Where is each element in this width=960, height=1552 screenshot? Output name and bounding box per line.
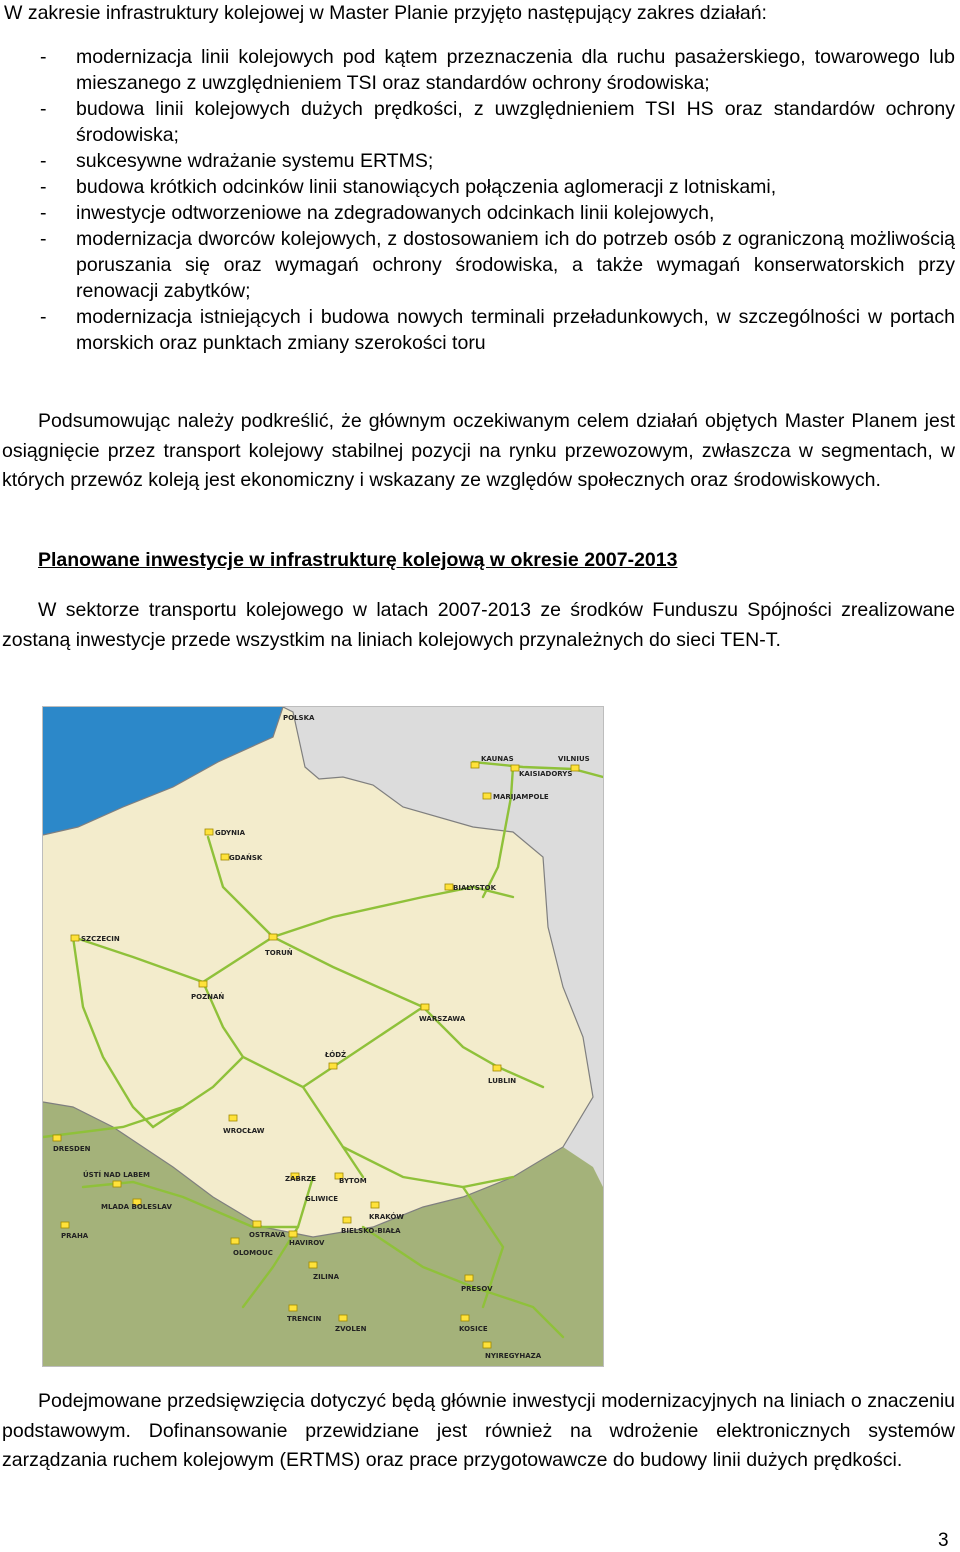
city-marker [483,1342,491,1348]
city-label: GDYNIA [215,829,245,837]
city-label: NYIREGYHAZA [485,1352,542,1360]
city-marker [343,1217,351,1223]
list-item: - budowa krótkich odcinków linii stanowiących połączenia aglomeracji z lotniskami, [40,174,955,200]
city-label: VILNIUS [558,755,590,763]
city-label: ÚSTÍ NAD LABEM [83,1171,151,1179]
city-label: ZILINA [313,1273,340,1281]
sector-text: W sektorze transportu kolejowego w latach 2007-2013 ze środków Funduszu Spójności zrealizowane zostaną inwestycje przede wszystkim na liniach kolejowych przynależnych do sieci TEN-T. [2,599,955,651]
city-label: OLOMOUC [233,1249,273,1257]
city-marker [53,1135,61,1141]
city-label: ZVOLEN [335,1325,367,1333]
city-label: TRENCIN [287,1315,322,1323]
list-item: - sukcesywne wdrażanie systemu ERTMS; [40,148,955,174]
city-label: MLADA BOLESLAV [101,1203,172,1211]
city-label: KAISIADORYS [519,770,573,778]
city-label: KRAKÓW [369,1213,405,1221]
city-label: WARSZAWA [419,1015,466,1023]
city-label: BYTOM [339,1177,367,1185]
city-label: ŁÓDŹ [325,1051,347,1059]
rail-network-map [42,706,604,1367]
city-label: BIAŁYSTOK [453,884,497,892]
intro-line: W zakresie infrastruktury kolejowej w Master Planie przyjęto następujący zakres działań: [4,2,767,24]
city-marker [309,1262,317,1268]
city-marker [339,1315,347,1321]
city-marker [269,934,277,940]
city-marker [445,884,453,890]
city-marker [421,1004,429,1010]
city-marker [471,762,479,768]
city-marker [231,1238,239,1244]
city-marker [199,981,207,987]
city-marker [71,935,79,941]
city-marker [493,1065,501,1071]
city-label: GLIWICE [305,1195,339,1203]
city-label: WROCŁAW [223,1127,265,1135]
city-label: KOSICE [459,1325,488,1333]
city-marker [229,1115,237,1121]
city-label: POZNAŃ [191,993,225,1001]
city-marker [465,1275,473,1281]
city-marker [61,1222,69,1228]
section-heading: Planowane inwestycje w infrastrukturę kolejową w okresie 2007-2013 [38,549,678,571]
city-marker [483,793,491,799]
closing-text: Podejmowane przedsięwzięcia dotyczyć będą głównie inwestycji modernizacyjnych na liniach o znaczeniu podstawowym. Dofinansowanie przewidziane jest również na wdrożenie elektronicznych systemów zarządzania ruchem kolejowym (ERTMS) oraz prace przygotowawcze do budowy linii dużych prędkości. [2,1390,955,1471]
city-marker [289,1231,297,1237]
city-label: MARIJAMPOLE [493,793,549,801]
measures-list [40,44,955,356]
city-label: PRAHA [61,1232,89,1240]
city-label: PRESOV [461,1285,493,1293]
city-label: TORUŃ [265,949,293,957]
list-item: - modernizacja dworców kolejowych, z dostosowaniem ich do potrzeb osób z ograniczoną możliwością poruszania się oraz wymagań ochrony środowiska, a także wymagań konserwatorskich przy renowacji zabytków; [40,226,955,304]
city-marker [221,854,229,860]
city-label: KAUNAS [481,755,514,763]
city-marker [253,1221,261,1227]
sector-paragraph [2,596,955,655]
list-item: - inwestycje odtworzeniowe na zdegradowanych odcinkach linii kolejowych, [40,200,955,226]
city-label: BIELSKO-BIAŁA [341,1227,401,1235]
city-label: HAVIROV [289,1239,325,1247]
city-label: OSTRAVA [249,1231,286,1239]
list-item: - modernizacja linii kolejowych pod kątem przeznaczenia dla ruchu pasażerskiego, towarowego lub mieszanego z uwzględnieniem TSI oraz standardów ochrony środowiska; [40,44,955,96]
city-marker [113,1181,121,1187]
city-marker [511,765,519,771]
map-graphic [43,707,603,1366]
city-label: LUBLIN [488,1077,517,1085]
city-marker [329,1063,337,1069]
closing-paragraph [2,1387,955,1476]
city-marker [461,1315,469,1321]
summary-paragraph [2,407,955,496]
city-label: GDAŃSK [229,854,263,862]
list-item: - budowa linii kolejowych dużych prędkości, z uwzględnieniem TSI HS oraz standardów ochrony środowiska; [40,96,955,148]
city-label: ZABRZE [285,1175,317,1183]
page-number: 3 [938,1530,949,1551]
city-label: SZCZECIN [81,935,120,943]
summary-text: Podsumowując należy podkreślić, że głównym oczekiwanym celem działań objętych Master Planem jest osiągnięcie przez transport kolejowy stabilnej pozycji na rynku przewozowym, zwłaszcza w segmentach, w których przewóz koleją jest ekonomiczny i wskazany ze względów społecznych oraz środowiskowych. [2,410,955,491]
city-marker [205,829,213,835]
city-marker [289,1305,297,1311]
list-item: - modernizacja istniejących i budowa nowych terminali przeładunkowych, w szczególności w portach morskich oraz punktach zmiany szerokości toru [40,304,955,356]
map-title: POLSKA [283,714,315,722]
city-marker [371,1202,379,1208]
city-label: DRESDEN [53,1145,91,1153]
